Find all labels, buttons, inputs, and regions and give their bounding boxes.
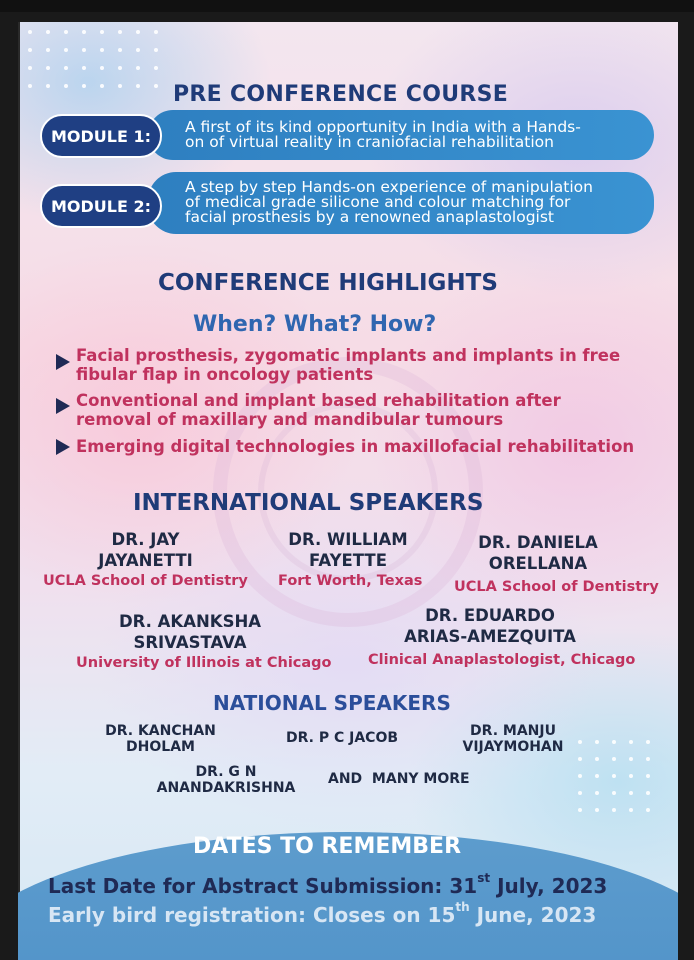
speaker-affiliation: Clinical Anaplastologist, Chicago [368,652,636,668]
dot [46,66,50,70]
dot [578,791,582,795]
dot [136,66,140,70]
dot [82,66,86,70]
dot [578,740,582,744]
module-1-text: A first of its kind opportunity in India with a Hands- on of virtual reality in craniofacial rehabilitation [185,118,581,151]
dot [64,48,68,52]
flyer [18,22,678,960]
dot [28,48,32,52]
speaker-affiliation: UCLA School of Dentistry [43,573,248,589]
arrow-bullet-icon [56,398,70,414]
dot [595,774,599,778]
dot [595,740,599,744]
international-title: INTERNATIONAL SPEAKERS [133,490,484,516]
dot [100,84,104,88]
dot [118,66,122,70]
dot [612,740,616,744]
dot [118,30,122,34]
dot [100,48,104,52]
dot [64,30,68,34]
highlights-subtitle: When? What? How? [193,312,437,337]
many-more-text: AND MANY MORE [328,771,470,787]
dot [612,774,616,778]
national-speaker: DR. MANJU VIJAYMOHAN [462,723,564,755]
national-speaker: DR. G N ANANDAKRISHNA [156,764,296,796]
dot [82,84,86,88]
dot [100,66,104,70]
dot [629,740,633,744]
dot [578,808,582,812]
dot [46,48,50,52]
dot [154,30,158,34]
dot [136,48,140,52]
dot [629,757,633,761]
abstract-deadline: Last Date for Abstract Submission: 31st July, 2023 [48,871,608,898]
dot [646,757,650,761]
dot [136,30,140,34]
highlight-item-3: Emerging digital technologies in maxillofacial rehabilitation [76,437,635,456]
dot [646,740,650,744]
dot [595,808,599,812]
dot [629,808,633,812]
arrow-bullet-icon [56,439,70,455]
highlight-item-1: Facial prosthesis, zygomatic implants and implants in free fibular flap in oncology patients [76,346,621,384]
dot [629,791,633,795]
module-2-label: MODULE 2: [40,184,162,228]
dot [46,84,50,88]
speaker-name: DR. WILLIAM FAYETTE [288,530,408,570]
speaker-affiliation: Fort Worth, Texas [278,573,423,589]
speaker-name: DR. DANIELA ORELLANA [478,533,598,573]
speaker-name: DR. JAY JAYANETTI [98,530,193,570]
highlight-item-2: Conventional and implant based rehabilitation after removal of maxillary and mandibular tumours [76,391,561,429]
national-title: NATIONAL SPEAKERS [213,691,451,715]
speaker-affiliation: UCLA School of Dentistry [454,579,659,595]
dot [82,48,86,52]
dot [46,30,50,34]
dot [578,774,582,778]
early-bird-deadline: Early bird registration: Closes on 15th June, 2023 [48,900,597,927]
speaker-name: DR. EDUARDO ARIAS-AMEZQUITA [404,606,576,646]
dot [28,66,32,70]
dot [595,757,599,761]
dot [154,84,158,88]
dot [82,30,86,34]
dot [64,66,68,70]
dot [646,808,650,812]
national-speaker: DR. P C JACOB [286,730,399,746]
dot [646,774,650,778]
dot [118,84,122,88]
national-speaker: DR. KANCHAN DHOLAM [105,723,216,755]
dot [612,791,616,795]
dot [28,30,32,34]
dot [118,48,122,52]
dot [136,84,140,88]
dot [595,791,599,795]
dot [28,84,32,88]
dot [64,84,68,88]
dot [578,757,582,761]
speaker-affiliation: University of Illinois at Chicago [76,655,332,671]
dot [612,808,616,812]
dot [629,774,633,778]
dates-title: DATES TO REMEMBER [193,834,462,859]
highlights-title: CONFERENCE HIGHLIGHTS [158,270,498,296]
dot [100,30,104,34]
dot [646,791,650,795]
dot [154,48,158,52]
dot [612,757,616,761]
dot [154,66,158,70]
module-1-label: MODULE 1: [40,114,162,158]
arrow-bullet-icon [56,354,70,370]
pre-conference-title: PRE CONFERENCE COURSE [173,82,509,107]
module-2-text: A step by step Hands-on experience of manipulation of medical grade silicone and colour matching for facial prosthesis by a renowned anaplastologist [185,178,593,226]
speaker-name: DR. AKANKSHA SRIVASTAVA [118,612,262,652]
window-top-bar [0,0,694,12]
left-border [18,22,20,960]
